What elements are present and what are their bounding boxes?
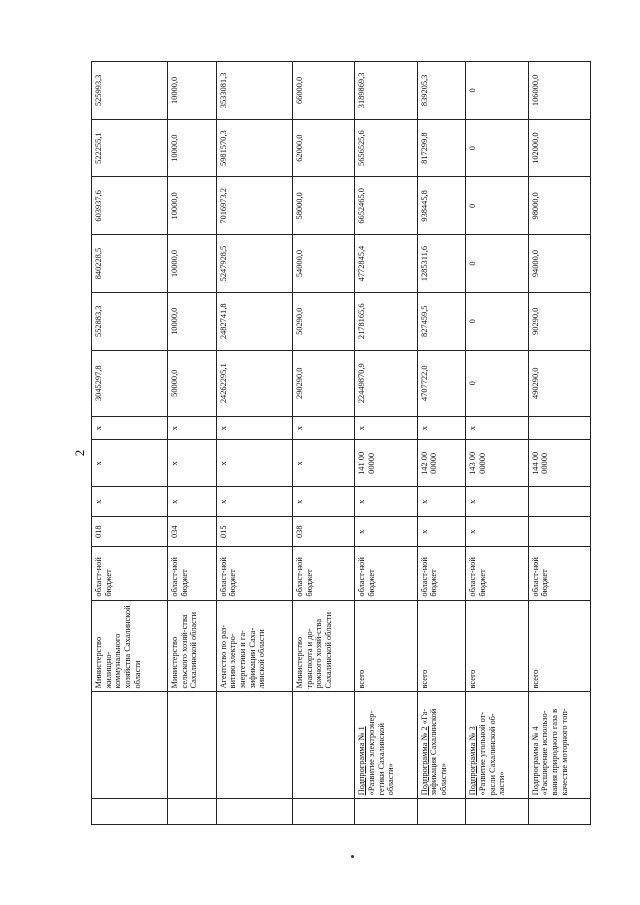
year4-cell: 10000,0 [168,119,217,177]
year3-cell: 6652465,0 [355,177,417,235]
year2-cell: 5247928,5 [216,235,292,293]
table-row [528,62,590,825]
executor-cell: всего [466,600,528,692]
rz-cell: х [292,487,354,517]
program-cell [216,692,292,799]
program-text: «Га-зификация Сахалинской области» [419,708,448,796]
source-cell: област-ной бюджет [168,547,217,600]
executor-cell: всего [355,600,417,692]
cs-cell: х [92,440,168,487]
budget-table [91,61,591,825]
source-cell: област-ной бюджет [92,547,168,600]
year3-cell: 7016973,2 [216,177,292,235]
total-cell: 490290,0 [528,350,590,416]
table-row [466,62,528,825]
table-row [355,62,417,825]
year3-cell: 603937,6 [92,177,168,235]
executor-cell: Министерство транспорта и до-рожного хозяй-ства Сахалинской области [292,600,354,692]
year5-cell: 3533081,3 [216,62,292,120]
grbs-cell: х [417,517,466,547]
program-text: «Развитие электроэнер-гетики Сахалинской области» [366,710,396,796]
year4-cell: 522255,1 [92,119,168,177]
table-row [417,62,466,825]
year3-cell: 10000,0 [168,177,217,235]
year5-cell: 839205,3 [417,62,466,120]
source-cell: област-ной бюджет [466,547,528,600]
year1-cell: 10000,0 [168,292,217,350]
year2-cell: 0 [466,235,528,293]
year5-cell: 10000,0 [168,62,217,120]
grbs-cell: 015 [216,517,292,547]
year4-cell: 5656525,6 [355,119,417,177]
program-link[interactable]: Подпрограмма № 2 [419,726,429,796]
year3-cell: 0 [466,177,528,235]
year1-cell: 0 [466,292,528,350]
table-row [168,62,217,825]
vr-cell: х [466,416,528,440]
vr-cell: х [92,416,168,440]
year5-cell: 525993,3 [92,62,168,120]
rz-cell: х [216,487,292,517]
row-num-cell [216,799,292,825]
row-num-cell [528,799,590,825]
grbs-cell: 038 [292,517,354,547]
year3-cell: 58000,0 [292,177,354,235]
total-cell: 3045297,8 [92,350,168,416]
year1-cell: 827459,5 [417,292,466,350]
year3-cell: 938445,8 [417,177,466,235]
year4-cell: 0 [466,119,528,177]
program-cell [168,692,217,799]
year4-cell: 817299,8 [417,119,466,177]
cs-cell: 141 00 00000 [355,440,417,487]
row-num-cell [168,799,217,825]
cs-cell: 142 00 00000 [417,440,466,487]
rz-cell: х [355,487,417,517]
page-number: 2 [72,449,87,457]
total-cell: 22449870,9 [355,350,417,416]
executor-cell: Министерство сельского хозяй-ства Сахалинской области [168,600,217,692]
source-cell: област-ной бюджет [417,547,466,600]
grbs-cell [528,517,590,547]
program-text: «Развитие угольной от-расли Сахалинской об-ласти» [477,711,507,796]
total-cell: 50000,0 [168,350,217,416]
table-body [92,62,591,825]
row-num-cell [466,799,528,825]
year4-cell: 102000,0 [528,119,590,177]
year4-cell: 62000,0 [292,119,354,177]
row-num-cell [292,799,354,825]
year2-cell: 54000,0 [292,235,354,293]
executor-cell: Агентство по раз-витию электро-энергетики и га-зификации Саха-линской области [216,600,292,692]
program-cell [466,692,528,799]
program-cell [92,692,168,799]
year1-cell: 50290,0 [292,292,354,350]
program-cell [292,692,354,799]
grbs-cell: х [466,517,528,547]
program-cell [355,692,417,799]
year1-cell: 2178165,6 [355,292,417,350]
row-num-cell [417,799,466,825]
year1-cell: 552883,3 [92,292,168,350]
vr-cell: х [292,416,354,440]
vr-cell: х [168,416,217,440]
vr-cell [528,416,590,440]
vr-cell: х [355,416,417,440]
row-num-cell [355,799,417,825]
year5-cell: 66000,0 [292,62,354,120]
year3-cell: 98000,0 [528,177,590,235]
row-num-cell [92,799,168,825]
source-cell: област-ной бюджет [528,547,590,600]
cs-cell: 144 00 00000 [528,440,590,487]
rz-cell: х [417,487,466,517]
year2-cell: 1285311,6 [417,235,466,293]
program-cell [417,692,466,799]
executor-cell: Министерство жилищно-коммунального хозяйства Сахалинской области [92,600,168,692]
total-cell: 4707722,0 [417,350,466,416]
year2-cell: 840228,5 [92,235,168,293]
cs-cell: х [292,440,354,487]
program-cell [528,692,590,799]
year2-cell: 10000,0 [168,235,217,293]
table-row [216,62,292,825]
source-cell: област-ной бюджет [292,547,354,600]
cs-cell: 143 00 00000 [466,440,528,487]
year5-cell: 3189869,3 [355,62,417,120]
grbs-cell: х [355,517,417,547]
vr-cell: х [417,416,466,440]
executor-cell: всего [528,600,590,692]
program-link[interactable]: Подпрограмма № 1 [357,726,367,796]
total-cell: 24262295,1 [216,350,292,416]
year1-cell: 90290,0 [528,292,590,350]
executor-cell: всего [417,600,466,692]
rz-cell: х [92,487,168,517]
table-row [292,62,354,825]
cs-cell: х [216,440,292,487]
total-cell: 290290,0 [292,350,354,416]
cs-cell: х [168,440,217,487]
source-cell: област-ной бюджет [355,547,417,600]
grbs-cell: 018 [92,517,168,547]
total-cell: 0 [466,350,528,416]
year1-cell: 2482741,8 [216,292,292,350]
program-link[interactable]: Подпрограмма № 3 [468,726,478,796]
rotated-table-frame [91,61,591,825]
year5-cell: 0 [466,62,528,120]
vr-cell: х [216,416,292,440]
table-row [92,62,168,825]
source-cell: област-ной бюджет [216,547,292,600]
year5-cell: 106000,0 [528,62,590,120]
rz-cell: х [466,487,528,517]
rz-cell: х [168,487,217,517]
grbs-cell: 034 [168,517,217,547]
year2-cell: 94000,0 [528,235,590,293]
program-text: Подпрограмма № 4 «Расширение использо-вания природного газа в качестве моторного топ- [530,708,569,796]
rz-cell [528,487,590,517]
year4-cell: 5981570,3 [216,119,292,177]
year2-cell: 4772845,4 [355,235,417,293]
scan-speck [351,855,354,858]
